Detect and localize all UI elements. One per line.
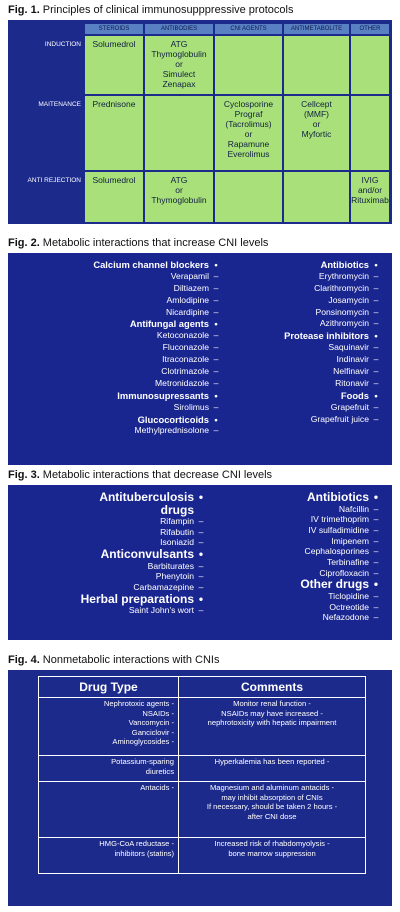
fig1-cell <box>351 96 389 170</box>
item-label: Anticonvulsants <box>100 547 194 562</box>
drug-item <box>223 307 383 319</box>
comment-line: nephrotoxicity with hepatic impairment <box>207 718 337 727</box>
drug-type-line: Aminoglycosides - <box>112 737 174 746</box>
item-label: Methylprednisolone <box>134 425 209 436</box>
dash-icon: – <box>373 567 379 578</box>
item-label: Carbamazepine <box>133 581 194 592</box>
drug-item <box>223 318 383 330</box>
drug-type-line: Potassium-sparing <box>111 757 174 766</box>
drug-item <box>223 366 383 378</box>
item-label: Other drugs <box>300 577 369 592</box>
drug-type-cell <box>39 838 179 874</box>
item-label: Erythromycin <box>318 270 369 281</box>
bullet-icon: • <box>374 389 378 401</box>
item-label: Rifampin <box>160 516 194 526</box>
category-heading <box>8 548 208 561</box>
drug-item <box>223 378 383 390</box>
item-label: Amlodipine <box>166 294 209 305</box>
drug-item <box>8 307 223 319</box>
dash-icon: – <box>373 601 379 612</box>
fig1-cell-line: (MMF) <box>303 109 329 119</box>
item-label: Terbinafine <box>326 556 369 567</box>
drug-item <box>8 561 208 572</box>
dash-icon: – <box>213 401 219 412</box>
fig1-slide <box>8 20 392 224</box>
fig1-cell-line: or <box>175 185 183 195</box>
fig4-slide <box>8 670 392 906</box>
fig1-cell-line: IVIG <box>361 175 379 185</box>
fig1-row-label: MAITENANCE <box>38 101 81 108</box>
comments-cell <box>179 782 366 838</box>
fig2-right-list <box>223 259 383 425</box>
drug-type-line: Antacids - <box>140 783 174 792</box>
fig1-cell <box>215 172 282 222</box>
drug-item <box>208 591 383 602</box>
table-row <box>39 838 366 874</box>
fig1-caption: Fig. 1. Principles of clinical immunosupppressive protocols <box>8 4 294 16</box>
drug-item <box>208 612 383 623</box>
category-heading <box>8 318 223 330</box>
drug-item <box>223 295 383 307</box>
drug-item <box>8 402 223 414</box>
item-label: Diltiazem <box>173 282 209 293</box>
drug-item <box>208 514 383 525</box>
dash-icon: – <box>373 535 379 546</box>
item-label: Antibiotics <box>307 490 369 504</box>
dash-icon: – <box>198 605 204 616</box>
fig1-cell <box>145 36 213 94</box>
drug-item <box>8 295 223 307</box>
fig1-cell-line: Solumedrol <box>92 39 136 49</box>
item-label: Immunosupressants <box>117 389 209 401</box>
item-label: Antituberculosis <box>99 490 194 504</box>
fig3-right-list <box>208 491 383 623</box>
category-heading <box>208 491 383 504</box>
dash-icon: – <box>373 514 379 525</box>
fig1-col-header: STEROIDS <box>85 24 143 34</box>
drug-item <box>8 271 223 283</box>
fig1-cell <box>351 172 389 222</box>
fig1-cell-line: Thymoglobulin <box>151 49 207 59</box>
bullet-icon: • <box>373 490 379 504</box>
comment-line: NSAIDs may have increased - <box>221 708 323 718</box>
fig1-cell-line: Prednisone <box>92 99 136 109</box>
dash-icon: – <box>198 571 204 582</box>
bullet-icon: • <box>214 413 218 425</box>
comment-line: bone marrow suppression <box>228 848 316 858</box>
category-heading <box>8 593 208 606</box>
item-label: Ponsinomycin <box>315 306 369 317</box>
fig1-cell-line: Rituximab <box>351 195 389 205</box>
fig1-cell <box>284 36 349 94</box>
dash-icon: – <box>198 516 204 526</box>
drug-type-line: diuretics <box>145 766 174 776</box>
item-label: Rifabutin <box>160 526 194 537</box>
item-label: Verapamil <box>170 270 209 281</box>
dash-icon: – <box>373 401 379 412</box>
drug-item <box>223 342 383 354</box>
item-label: Ketoconazole <box>156 330 209 341</box>
fig1-cell-line: Prograf <box>234 109 263 119</box>
comment-line: Monitor renal function - <box>233 699 311 708</box>
bullet-icon: • <box>214 318 218 330</box>
item-label: Itraconazole <box>162 354 209 365</box>
drug-type-cell <box>39 782 179 838</box>
item-label: Cephalosporines <box>304 546 369 557</box>
fig2-left-list <box>8 259 223 437</box>
item-label: Azithromycin <box>319 318 369 329</box>
drug-type-line: HMG-CoA reductase - <box>99 839 174 848</box>
dash-icon: – <box>213 354 219 365</box>
fig3-slide <box>8 485 392 640</box>
item-label: Saquinavir <box>328 342 369 353</box>
category-heading <box>8 414 223 426</box>
bullet-icon: • <box>214 389 218 401</box>
drug-type-line: inhibitors (statins) <box>114 848 174 858</box>
dash-icon: – <box>373 503 379 514</box>
fig1-cell <box>145 96 213 170</box>
dash-icon: – <box>373 318 379 329</box>
drug-item <box>8 330 223 342</box>
item-label: Nicardipine <box>166 306 209 317</box>
bullet-icon: • <box>198 591 204 606</box>
drug-item <box>223 271 383 283</box>
dash-icon: – <box>213 425 219 436</box>
fig1-row-label: ANTI REJECTION <box>27 177 81 184</box>
fig1-cell <box>145 172 213 222</box>
item-label: Nefazodone <box>322 612 369 623</box>
item-label: Indinavir <box>336 354 369 365</box>
drug-type-line: NSAIDs - <box>142 708 174 718</box>
fig1-col-header: OTHER <box>351 24 389 34</box>
table-row <box>39 756 366 782</box>
bullet-icon: • <box>198 490 204 504</box>
drug-type-cell <box>39 756 179 782</box>
bullet-icon: • <box>198 547 204 562</box>
item-label: IV trimethoprim <box>310 514 369 525</box>
dash-icon: – <box>373 612 379 623</box>
category-heading <box>8 390 223 402</box>
bullet-icon: • <box>214 259 218 270</box>
dash-icon: – <box>213 330 219 341</box>
dash-icon: – <box>373 354 379 365</box>
dash-icon: – <box>373 546 379 557</box>
dash-icon: – <box>198 560 204 571</box>
fig1-cell <box>85 36 143 94</box>
drug-item <box>8 354 223 366</box>
item-label: Octreotide <box>329 601 369 612</box>
dash-icon: – <box>373 413 379 424</box>
category-heading <box>223 259 383 271</box>
item-label: Phenytoin <box>155 571 194 582</box>
dash-icon: – <box>213 282 219 293</box>
fig1-cell-line: Solumedrol <box>92 175 136 185</box>
comments-cell <box>179 756 366 782</box>
comments-header: Comments <box>179 677 366 698</box>
item-label: Glucocorticoids <box>137 413 209 425</box>
dash-icon: – <box>373 590 379 601</box>
fig1-cell-line: Myfortic <box>301 129 332 139</box>
item-label: Ticlopidine <box>328 590 369 601</box>
item-label: Imipenem <box>331 535 369 546</box>
item-label: Clotrimazole <box>161 366 209 377</box>
fig1-cell-line: Cyclosporine <box>223 99 274 109</box>
dash-icon: – <box>373 294 379 305</box>
dash-icon: – <box>213 270 219 281</box>
dash-icon: – <box>373 270 379 281</box>
fig1-cell <box>351 36 389 94</box>
drug-item <box>208 546 383 557</box>
fig1-cell <box>85 96 143 170</box>
bullet-icon: • <box>374 330 378 342</box>
fig1-cell-line: (Tacrolimus) <box>225 119 272 129</box>
dash-icon: – <box>373 282 379 293</box>
fig1-col-header: CNI AGENTS <box>215 24 282 34</box>
drug-item <box>8 366 223 378</box>
drug-item <box>8 527 208 538</box>
item-label: Grapefruit <box>330 401 369 412</box>
bullet-icon: • <box>373 577 379 592</box>
fig3-caption: Fig. 3. Metabolic interactions that decrease CNI levels <box>8 469 273 481</box>
dash-icon: – <box>213 306 219 317</box>
item-label: Clarithromycin <box>314 282 369 293</box>
comment-line: If necessary, should be taken 2 hours - <box>206 802 338 811</box>
item-label: drugs <box>160 502 194 517</box>
drug-item <box>223 354 383 366</box>
table-row <box>39 698 366 756</box>
drug-type-line: Nephrotoxic agents - <box>103 699 174 708</box>
item-label: Saint John's wort <box>128 605 194 616</box>
comments-cell <box>179 698 366 756</box>
fig1-cell-line: Cellcept <box>301 99 332 109</box>
fig1-cell <box>215 96 282 170</box>
drug-item <box>8 378 223 390</box>
item-label: Isoniazid <box>160 537 194 548</box>
item-label: Protease inhibitors <box>284 330 369 342</box>
drug-item <box>223 283 383 295</box>
category-heading <box>8 504 208 517</box>
drug-item <box>8 283 223 295</box>
dash-icon: – <box>213 294 219 305</box>
drug-item <box>8 605 208 616</box>
drug-item <box>223 402 383 414</box>
dash-icon: – <box>213 342 219 353</box>
item-label: Josamycin <box>328 294 369 305</box>
item-label: Foods <box>340 389 369 401</box>
item-label: Ciprofloxacin <box>319 567 369 578</box>
item-label: Grapefruit juice <box>310 413 369 424</box>
dash-icon: – <box>213 366 219 377</box>
fig1-cell-line: ATG <box>170 175 188 185</box>
dash-icon: – <box>198 537 204 548</box>
comments-cell <box>179 838 366 874</box>
item-label: Nelfinavir <box>333 366 369 377</box>
dash-icon: – <box>373 366 379 377</box>
fig1-cell-line: Thymoglobulin <box>151 195 207 205</box>
item-label: Antibiotics <box>320 259 369 270</box>
drug-type-cell <box>39 698 179 756</box>
fig1-cell <box>85 172 143 222</box>
item-label: IV sulfadimidine <box>308 524 369 535</box>
drug-item <box>208 525 383 536</box>
item-label: Sirolimus <box>173 401 209 412</box>
fig1-col-header: ANTIBODIES <box>145 24 213 34</box>
dash-icon: – <box>198 581 204 592</box>
fig2-caption: Fig. 2. Metabolic interactions that increase CNI levels <box>8 237 269 249</box>
dash-icon: – <box>198 526 204 537</box>
fig1-cell-line: ATG <box>170 39 188 49</box>
fig1-cell-line: or <box>175 59 183 69</box>
drug-item <box>8 571 208 582</box>
category-heading <box>223 330 383 342</box>
dash-icon: – <box>373 524 379 535</box>
item-label: Nafcillin <box>338 503 369 514</box>
dash-icon: – <box>373 556 379 567</box>
item-label: Calcium channel blockers <box>93 259 209 270</box>
fig1-cell-line: and/or <box>357 185 383 195</box>
dash-icon: – <box>213 377 219 388</box>
fig1-cell-line: or <box>244 129 253 139</box>
dash-icon: – <box>373 306 379 317</box>
drug-item <box>208 504 383 515</box>
fig3-left-list <box>8 491 208 616</box>
fig1-cell <box>215 36 282 94</box>
comment-line: Increased risk of rhabdomyolysis - <box>214 839 330 848</box>
item-label: Ritonavir <box>335 377 369 388</box>
fig4-table <box>38 676 366 874</box>
category-heading <box>223 390 383 402</box>
drug-item <box>8 516 208 527</box>
fig1-row-label: INDUCTION <box>44 41 81 48</box>
item-label: Fluconazole <box>162 342 209 353</box>
item-label: Antifungal agents <box>129 318 209 330</box>
fig2-slide <box>8 253 392 465</box>
table-row <box>39 782 366 838</box>
item-label: Herbal preparations <box>80 591 194 606</box>
fig1-cell <box>284 172 349 222</box>
drug-type-line: Vancomycin - <box>128 718 174 727</box>
comment-line: Magnesium and aluminum antacids - <box>209 783 335 792</box>
dash-icon: – <box>373 342 379 353</box>
fig1-cell <box>284 96 349 170</box>
comment-line: Hyperkalemia has been reported - <box>214 757 330 766</box>
fig1-cell-line: Zenapax <box>162 79 196 89</box>
comment-line: may inhibit absorption of CNIs <box>221 792 323 802</box>
drug-item <box>223 414 383 426</box>
comment-line: after CNI dose <box>247 811 297 821</box>
item-label: Barbiturates <box>147 560 194 571</box>
drug-item <box>208 557 383 568</box>
dash-icon: – <box>373 377 379 388</box>
fig1-col-header: ANTIMETABOLITE <box>284 24 349 34</box>
drug-item <box>8 342 223 354</box>
drug-type-line: Ganciclovir - <box>131 727 174 737</box>
fig1-cell-line: Rapamune <box>227 139 270 149</box>
item-label: Metronidazole <box>155 377 209 388</box>
drug-item <box>208 602 383 613</box>
fig4-caption: Fig. 4. Nonmetabolic interactions with CNIs <box>8 654 220 666</box>
drug-type-header: Drug Type <box>39 677 179 698</box>
fig1-cell-line: or <box>312 119 321 129</box>
drug-item <box>208 536 383 547</box>
category-heading <box>8 259 223 271</box>
category-heading <box>208 578 383 591</box>
fig1-cell-line: Simulect <box>162 69 196 79</box>
drug-item <box>8 425 223 437</box>
bullet-icon: • <box>374 259 378 270</box>
fig1-cell-line: Everolimus <box>227 149 270 159</box>
